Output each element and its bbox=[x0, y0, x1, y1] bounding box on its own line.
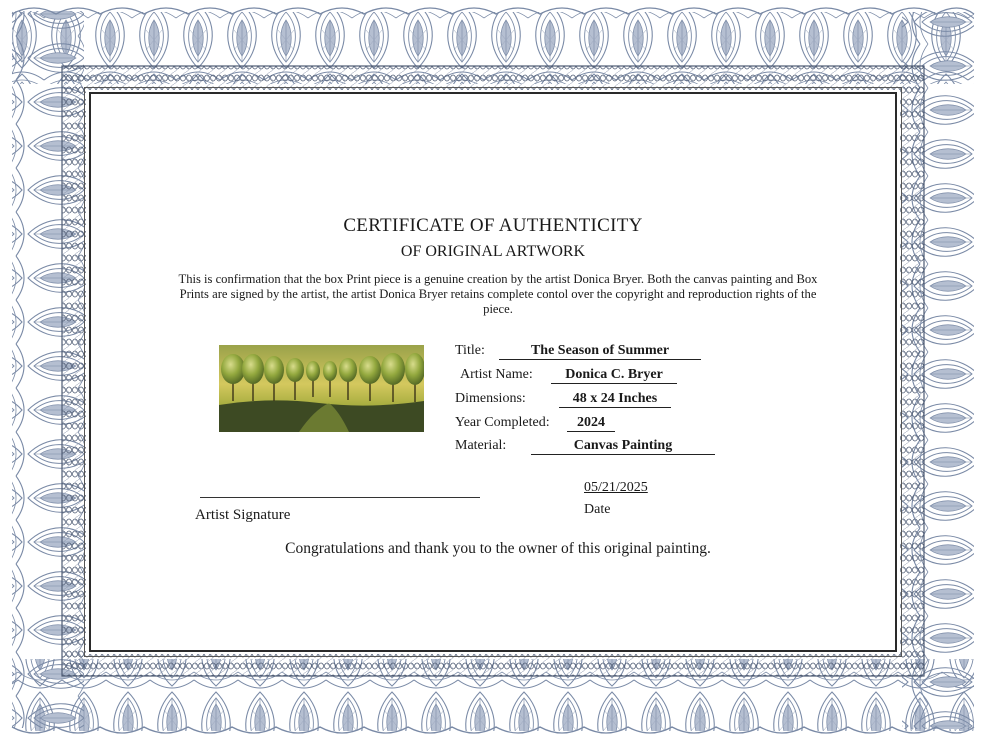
closing-message: Congratulations and thank you to the owner of this original painting. bbox=[285, 540, 711, 557]
title-label: Title: bbox=[455, 343, 485, 358]
artist-signature-label: Artist Signature bbox=[195, 507, 291, 523]
artist-name-field bbox=[460, 367, 663, 383]
authenticity-statement: This is confirmation that the box Print piece is a genuine creation by the artist Donica Bryer. Both the canvas painting and Box Prints are signed by the artist, the artist Donica Bryer retains complete contol over the copyright and reproduction rights of the piece. bbox=[178, 272, 818, 316]
year-completed-value: 2024 bbox=[567, 415, 615, 432]
certificate-subtitle: OF ORIGINAL ARTWORK bbox=[400, 243, 586, 260]
year-completed-label: Year Completed: bbox=[455, 415, 550, 430]
year-completed-field bbox=[455, 415, 605, 431]
date-value: 05/21/2025 bbox=[584, 480, 648, 495]
dimensions-label: Dimensions: bbox=[455, 391, 526, 406]
date-label: Date bbox=[584, 502, 611, 517]
dimensions-value: 48 x 24 Inches bbox=[559, 391, 671, 408]
certificate-title: CERTIFICATE OF AUTHENTICITY bbox=[343, 215, 643, 236]
artwork-thumbnail bbox=[219, 345, 424, 432]
material-field bbox=[455, 438, 673, 454]
title-value: The Season of Summer bbox=[499, 343, 701, 360]
material-value: Canvas Painting bbox=[531, 438, 715, 455]
artist-name-label: Artist Name: bbox=[460, 367, 533, 382]
material-label: Material: bbox=[455, 438, 507, 453]
artist-name-value: Donica C. Bryer bbox=[551, 367, 677, 384]
signature-line bbox=[200, 497, 480, 498]
dimensions-field bbox=[455, 391, 658, 407]
title-field bbox=[455, 343, 670, 359]
